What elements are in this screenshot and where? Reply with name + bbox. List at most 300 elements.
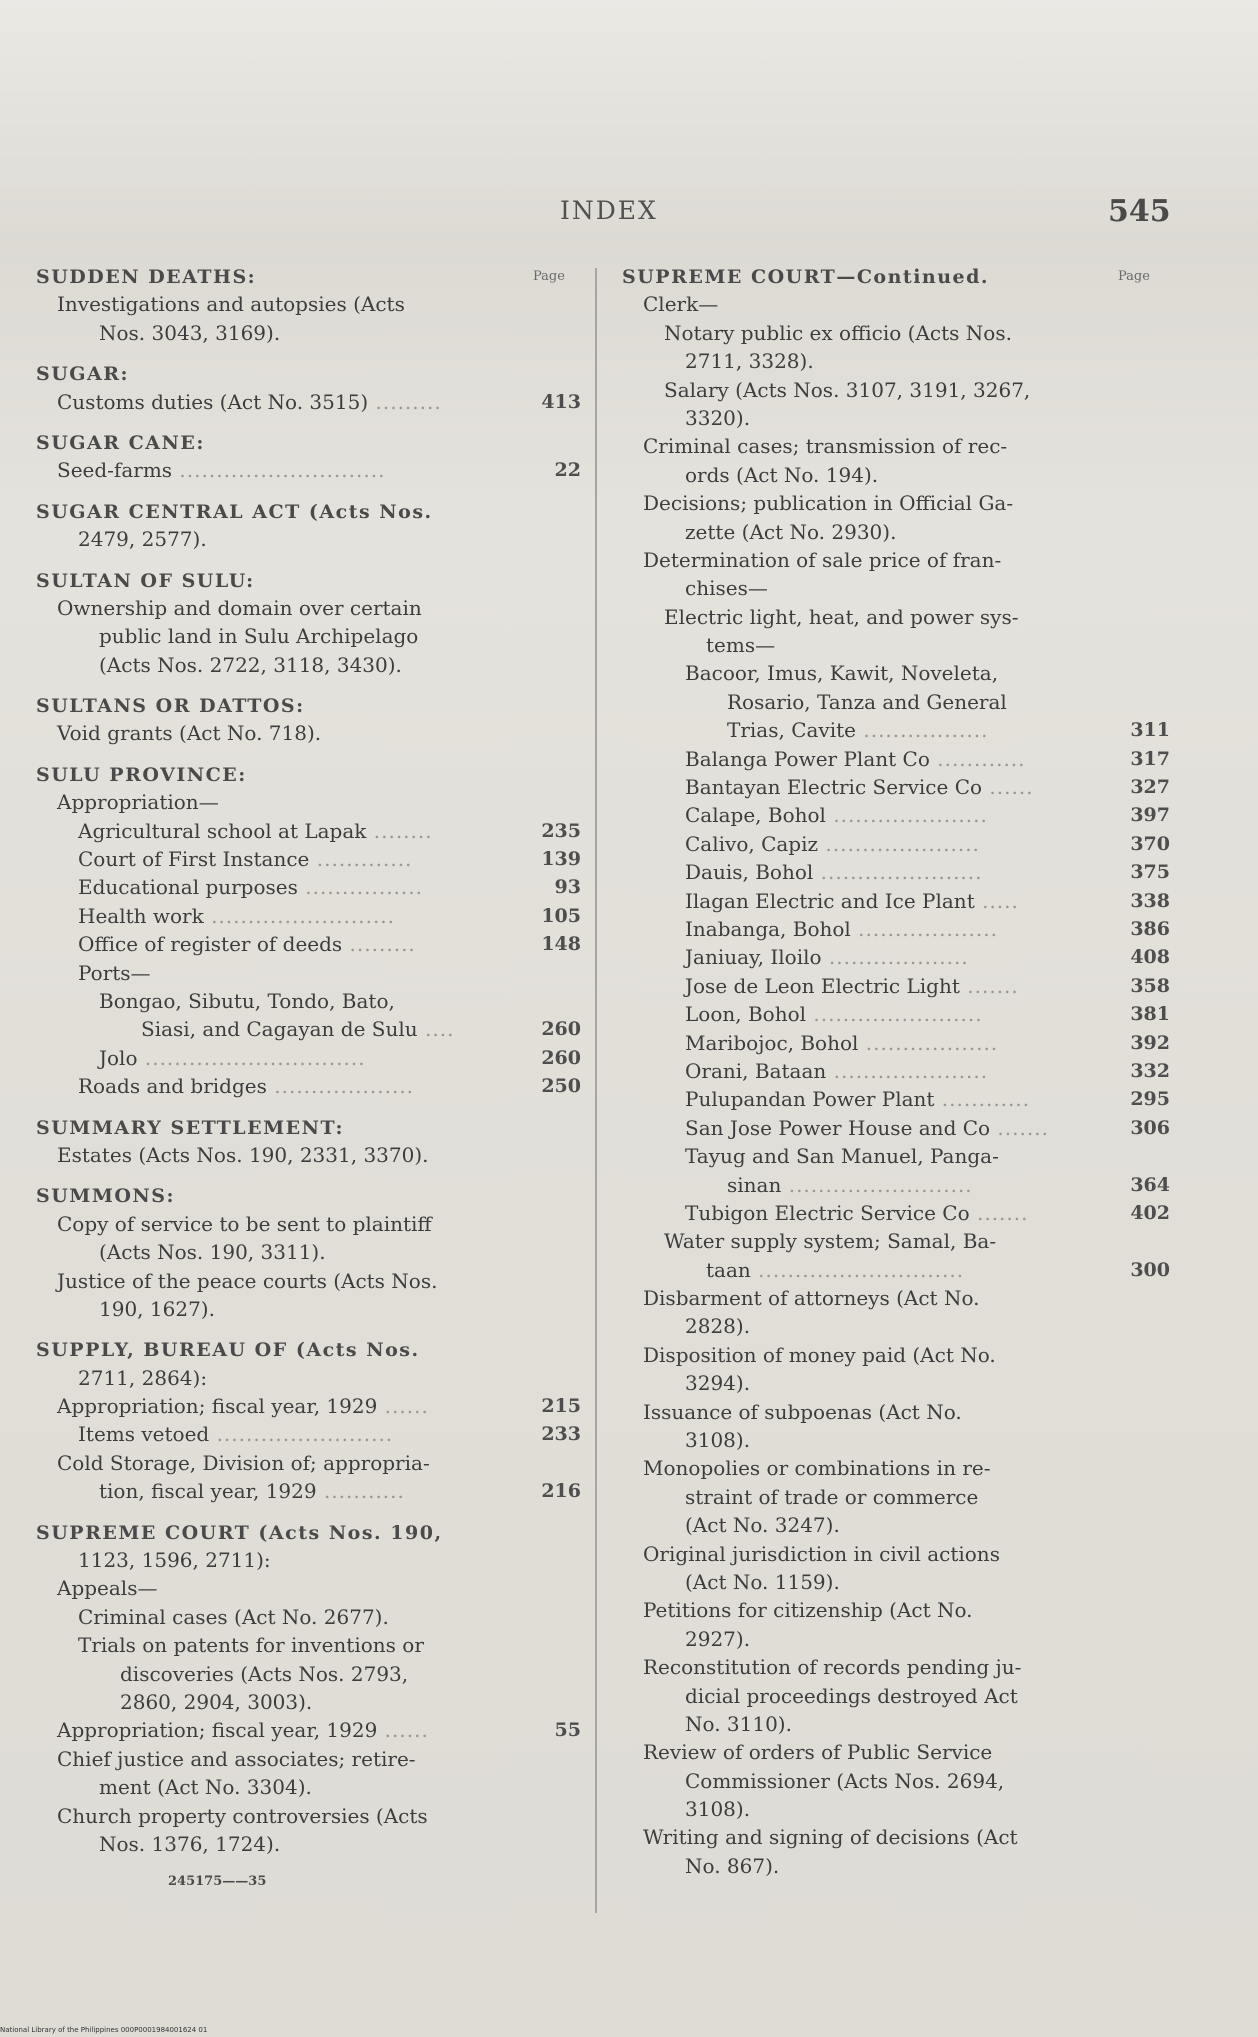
entry-text: public land in Sulu Archipelago (99, 624, 419, 649)
entry-text: No. 3110). (685, 1711, 792, 1736)
entry-text: Ownership and domain over certain (57, 595, 422, 620)
index-entry (622, 1284, 1170, 1312)
entry-text: Inabanga, Bohol (685, 916, 851, 941)
index-heading (36, 1335, 581, 1363)
entry-text: 2479, 2577). (78, 527, 207, 552)
index-entry (622, 1426, 1170, 1454)
index-entry (622, 1682, 1170, 1710)
entry-text: San Jose Power House and Co (685, 1115, 991, 1140)
index-entry (622, 1227, 1170, 1255)
index-entry (36, 1392, 581, 1420)
entry-text: Court of First Instance (78, 847, 310, 872)
dot-leader: .... (417, 1017, 455, 1042)
index-entry (36, 1660, 581, 1688)
index-entry (622, 972, 1170, 1000)
entry-text: Investigations and autopsies (Acts (57, 292, 405, 317)
index-entry (622, 404, 1170, 432)
running-title: INDEX (560, 196, 658, 225)
index-entry (36, 388, 581, 416)
index-heading (36, 359, 581, 387)
index-entry (36, 622, 581, 650)
page-reference: 413 (541, 390, 581, 413)
index-entry (622, 1341, 1170, 1369)
dot-leader: ......... (368, 389, 442, 414)
index-entry (622, 858, 1170, 886)
index-entry (622, 1369, 1170, 1397)
entry-text: Bantayan Electric Service Co (685, 775, 983, 800)
entry-text: Educational purposes (78, 875, 298, 900)
index-entry (622, 801, 1170, 829)
entry-text: 3320). (685, 405, 751, 430)
dot-leader: ................... (850, 916, 998, 941)
entry-text: Disbarment of attorneys (Act No. (643, 1286, 980, 1311)
page-reference: 306 (1130, 1116, 1170, 1139)
entry-text: Agricultural school at Lapak (78, 818, 367, 843)
index-entry (36, 1044, 581, 1072)
index-entry (36, 1072, 581, 1100)
entry-spacer (36, 1506, 581, 1518)
index-entry (36, 1364, 581, 1392)
entry-text: 2711, 2864): (78, 1365, 208, 1390)
index-entry (622, 1057, 1170, 1085)
entry-text: 2927). (685, 1626, 751, 1651)
entry-text: (Act No. 1159). (685, 1569, 840, 1594)
index-heading (36, 497, 581, 525)
index-entry (36, 1295, 581, 1323)
page-reference: 250 (541, 1075, 581, 1098)
entry-text: Determination of sale price of fran- (643, 547, 1002, 572)
entry-spacer (36, 1169, 581, 1181)
index-entry (622, 603, 1170, 631)
index-heading (36, 1518, 581, 1546)
dot-leader: ............. (309, 847, 413, 872)
index-entry (622, 745, 1170, 773)
index-entry (36, 817, 581, 845)
entry-text: Decisions; publication in Official Ga- (643, 491, 1014, 516)
dot-leader: ..................... (825, 803, 988, 828)
entry-text: Jose de Leon Electric Light (685, 973, 960, 998)
index-entry (36, 788, 581, 816)
index-heading (36, 566, 581, 594)
entry-text: Loon, Bohol (685, 1002, 807, 1027)
entry-text: Dauis, Bohol (685, 860, 814, 885)
entry-spacer (36, 347, 581, 359)
index-entry (36, 1238, 581, 1266)
entry-text: Bacoor, Imus, Kawit, Noveleta, (685, 661, 999, 686)
entry-text: Rosario, Tanza and General (727, 689, 1007, 714)
entry-text: 2711, 3328). (685, 349, 814, 374)
page-reference: 392 (1130, 1031, 1170, 1054)
page-reference: 327 (1130, 776, 1170, 799)
column-divider (595, 268, 597, 1913)
index-entry (36, 1574, 581, 1602)
index-entry (622, 319, 1170, 347)
entry-text: Cold Storage, Division of; appropria- (57, 1450, 430, 1475)
page-reference: 381 (1130, 1003, 1170, 1026)
entry-text: sinan (727, 1172, 782, 1197)
entry-text: 2860, 2904, 3003). (120, 1689, 313, 1714)
entry-text: (Acts Nos. 2722, 3118, 3430). (99, 652, 402, 677)
index-entry (622, 1114, 1170, 1142)
dot-leader: ........ (366, 818, 433, 843)
index-entry (36, 1631, 581, 1659)
dot-leader: ............................ (750, 1257, 965, 1282)
index-entry (36, 1015, 581, 1043)
index-entry (622, 1625, 1170, 1653)
entry-text: Disposition of money paid (Act No. (643, 1342, 996, 1367)
dot-leader: .................. (858, 1030, 999, 1055)
entry-text: ords (Act No. 194). (685, 462, 879, 487)
index-entry (622, 1142, 1170, 1170)
dot-leader: ................ (297, 875, 423, 900)
entry-text: 1123, 1596, 2711): (78, 1548, 271, 1573)
index-entry (622, 546, 1170, 574)
entry-spacer (36, 1101, 581, 1113)
entry-text: 190, 1627). (99, 1296, 215, 1321)
entry-text: 3108). (685, 1797, 751, 1822)
entry-text: Trials on patents for inventions or (78, 1633, 424, 1658)
entry-text: SUGAR: (36, 363, 130, 386)
dot-leader: ................. (856, 718, 989, 743)
dot-leader: ..... (974, 888, 1019, 913)
index-entry (36, 1773, 581, 1801)
index-entry (622, 773, 1170, 801)
index-entry (622, 1199, 1170, 1227)
entry-text: SUGAR CANE: (36, 431, 205, 454)
entry-text: Reconstitution of records pending ju- (643, 1655, 1022, 1680)
page-reference: 317 (1130, 747, 1170, 770)
entry-text: Church property controversies (Acts (57, 1803, 428, 1828)
entry-text: Monopolies or combinations in re- (643, 1456, 991, 1481)
entry-spacer (36, 1323, 581, 1335)
dot-leader: ..................... (818, 831, 980, 856)
index-entry (36, 1745, 581, 1773)
dot-leader: ...................... (813, 860, 983, 885)
index-entry (622, 489, 1170, 517)
page-reference: 216 (541, 1480, 581, 1503)
index-entry (622, 1568, 1170, 1596)
entry-text: Petitions for citizenship (Act No. (643, 1598, 973, 1623)
index-entry (622, 631, 1170, 659)
digitization-credit: National Library of the Philippines 000P0001984001624 01 (0, 2026, 208, 2034)
entry-text: Tubigon Electric Service Co (685, 1200, 970, 1225)
page-reference: 215 (541, 1395, 581, 1418)
page-reference: 295 (1130, 1088, 1170, 1111)
index-entry (622, 1085, 1170, 1113)
page-reference: 260 (541, 1018, 581, 1041)
left-page-label: Page (533, 269, 565, 284)
page-reference: 260 (541, 1046, 581, 1069)
entry-text: discoveries (Acts Nos. 2793, (120, 1661, 409, 1686)
entry-text: Justice of the peace courts (Acts Nos. (57, 1268, 438, 1293)
index-entry (622, 1540, 1170, 1568)
index-entry (622, 1000, 1170, 1028)
entry-text: Orani, Bataan (685, 1058, 827, 1083)
index-entry (622, 1312, 1170, 1340)
page-reference: 139 (541, 848, 581, 871)
entry-text: Ilagan Electric and Ice Plant (685, 888, 975, 913)
index-entry (622, 290, 1170, 318)
index-entry (36, 1546, 581, 1574)
index-entry (622, 688, 1170, 716)
index-entry (622, 1795, 1170, 1823)
entry-text: Calivo, Capiz (685, 831, 819, 856)
entry-text: Bongao, Sibutu, Tondo, Bato, (99, 988, 395, 1013)
index-entry (622, 1171, 1170, 1199)
entry-text: Ports— (78, 960, 151, 985)
entry-spacer (36, 416, 581, 428)
index-entry (36, 959, 581, 987)
dot-leader: ......................... (781, 1172, 973, 1197)
index-entry (622, 716, 1170, 744)
index-entry (622, 915, 1170, 943)
entry-text: Copy of service to be sent to plaintiff (57, 1211, 432, 1236)
entry-text: SUPREME COURT (Acts Nos. 190, (36, 1521, 443, 1544)
index-heading (36, 428, 581, 456)
entry-text: chises— (685, 576, 768, 601)
entry-text: Void grants (Act No. 718). (57, 721, 322, 746)
dot-leader: ...... (377, 1718, 429, 1743)
entry-spacer (36, 554, 581, 566)
dot-leader: ............ (934, 1087, 1031, 1112)
dot-leader: ....... (969, 1200, 1029, 1225)
entry-text: Seed-farms (57, 458, 173, 483)
page-reference: 358 (1130, 974, 1170, 997)
index-entry (622, 1398, 1170, 1426)
index-entry (36, 1802, 581, 1830)
entry-text: SUMMONS: (36, 1185, 176, 1208)
index-entry (36, 290, 581, 318)
index-heading (36, 1181, 581, 1209)
index-entry (36, 902, 581, 930)
page-reference: 375 (1130, 861, 1170, 884)
index-entry (36, 1267, 581, 1295)
entry-text: straint of trade or commerce (685, 1484, 979, 1509)
page-reference: 55 (554, 1719, 581, 1742)
entry-text: 2828). (685, 1314, 751, 1339)
entry-text: Writing and signing of decisions (Act (643, 1825, 1018, 1850)
entry-text: taan (706, 1257, 751, 1282)
entry-text: Electric light, heat, and power sys- (664, 604, 1019, 629)
page-reference: 332 (1130, 1059, 1170, 1082)
index-entry (622, 887, 1170, 915)
entry-text: Appropriation— (57, 790, 219, 815)
entry-text: Maribojoc, Bohol (685, 1030, 859, 1055)
index-entry (36, 1688, 581, 1716)
entry-text: SUPREME COURT—Continued. (622, 266, 990, 288)
index-entry (622, 1738, 1170, 1766)
entry-text: Notary public ex officio (Acts Nos. (664, 320, 1012, 345)
dot-leader: .............................. (137, 1045, 366, 1070)
index-entry (36, 1420, 581, 1448)
index-entry (622, 1767, 1170, 1795)
entry-text: Water supply system; Samal, Ba- (664, 1229, 997, 1254)
entry-spacer (36, 748, 581, 760)
entry-text: No. 867). (685, 1853, 780, 1878)
entry-text: Criminal cases; transmission of rec- (643, 434, 1008, 459)
entry-text: Office of register of deeds (78, 932, 343, 957)
index-heading (36, 691, 581, 719)
dot-leader: ........... (316, 1479, 405, 1504)
index-heading (36, 760, 581, 788)
entry-text: SULTAN OF SULU: (36, 569, 255, 592)
page-reference: 93 (554, 876, 581, 899)
entry-text: Siasi, and Cagayan de Sulu (141, 1017, 418, 1042)
entry-text: SUDDEN DEATHS: (36, 266, 257, 288)
index-entry (36, 651, 581, 679)
index-entry (622, 1653, 1170, 1681)
entry-text: Health work (78, 903, 204, 928)
left-column (36, 262, 581, 1893)
page-reference: 311 (1130, 719, 1170, 742)
index-entry (622, 1454, 1170, 1482)
entry-text: (Act No. 3247). (685, 1513, 840, 1538)
page-reference: 402 (1130, 1201, 1170, 1224)
entry-text: Janiuay, Iloilo (685, 945, 822, 970)
index-entry (36, 987, 581, 1015)
entry-text: Criminal cases (Act No. 2677). (78, 1604, 389, 1629)
page-reference: 300 (1130, 1258, 1170, 1281)
index-entry (36, 873, 581, 901)
entry-text: Pulupandan Power Plant (685, 1087, 935, 1112)
left-entries (36, 262, 581, 1858)
entry-text: Appropriation; fiscal year, 1929 (57, 1718, 378, 1743)
page-reference: 408 (1130, 946, 1170, 969)
entry-text: SULTANS OR DATTOS: (36, 695, 305, 718)
entry-text: Appeals— (57, 1576, 158, 1601)
index-entry (36, 1716, 581, 1744)
entry-text: Items vetoed (78, 1422, 210, 1447)
dot-leader: ................... (821, 945, 969, 970)
entry-text: Nos. 3043, 3169). (99, 320, 281, 345)
index-entry (36, 1141, 581, 1169)
entry-text: Original jurisdiction in civil actions (643, 1541, 1000, 1566)
index-entry (622, 659, 1170, 687)
entry-text: 3294). (685, 1371, 751, 1396)
entry-text: SUGAR CENTRAL ACT (Acts Nos. (36, 500, 433, 523)
index-entry (36, 319, 581, 347)
index-entry (622, 1256, 1170, 1284)
entry-text: Jolo (99, 1045, 138, 1070)
index-entry (36, 525, 581, 553)
dot-leader: ....... (990, 1115, 1049, 1140)
index-entry (36, 456, 581, 484)
entry-text: SUPPLY, BUREAU OF (Acts Nos. (36, 1339, 420, 1362)
entry-text: Tayug and San Manuel, Panga- (685, 1144, 999, 1169)
page-reference: 338 (1130, 889, 1170, 912)
page-reference: 364 (1130, 1173, 1170, 1196)
index-entry (36, 845, 581, 873)
dot-leader: ......................... (203, 903, 396, 928)
entry-text: Commissioner (Acts Nos. 2694, (685, 1768, 1005, 1793)
page-reference: 233 (541, 1423, 581, 1446)
index-entry (36, 930, 581, 958)
page-number: 545 (1108, 194, 1171, 229)
index-entry (622, 376, 1170, 404)
page-reference: 235 (541, 819, 581, 842)
page-reference: 105 (541, 904, 581, 927)
page-reference: 386 (1130, 917, 1170, 940)
dot-leader: ...... (377, 1394, 429, 1419)
footer-signature: 245175——35 (168, 1874, 267, 1890)
entry-text: SULU PROVINCE: (36, 763, 247, 786)
entry-text: Clerk— (643, 292, 719, 317)
entry-text: 3108). (685, 1428, 751, 1453)
index-entry (622, 574, 1170, 602)
page-reference: 22 (554, 459, 581, 482)
index-entry (36, 1830, 581, 1858)
dot-leader: ............ (929, 746, 1026, 771)
right-column (622, 262, 1170, 1880)
dot-leader: ........................ (209, 1422, 394, 1447)
index-entry (622, 1483, 1170, 1511)
entry-text: Calape, Bohol (685, 803, 826, 828)
index-heading (622, 262, 1170, 290)
dot-leader: ............................ (172, 458, 386, 483)
dot-leader: ....... (959, 973, 1019, 998)
entry-text: zette (Act No. 2930). (685, 519, 897, 544)
entry-text: Review of orders of Public Service (643, 1740, 993, 1765)
index-entry (622, 1823, 1170, 1851)
entry-spacer (36, 679, 581, 691)
index-entry (622, 943, 1170, 971)
page-reference: 370 (1130, 832, 1170, 855)
index-entry (622, 1029, 1170, 1057)
index-entry (622, 347, 1170, 375)
page-reference: 148 (541, 933, 581, 956)
entry-text: Estates (Acts Nos. 190, 2331, 3370). (57, 1142, 429, 1167)
index-entry (36, 594, 581, 622)
index-entry (622, 1596, 1170, 1624)
entry-text: tems— (706, 633, 776, 658)
entry-text: Customs duties (Act No. 3515) (57, 389, 369, 414)
entry-text: SUMMARY SETTLEMENT: (36, 1116, 344, 1139)
index-entry (622, 1710, 1170, 1738)
dot-leader: ......... (342, 932, 416, 957)
dot-leader: ................... (266, 1074, 415, 1099)
index-entry (36, 1449, 581, 1477)
index-heading (36, 1113, 581, 1141)
index-entry (622, 830, 1170, 858)
entry-text: (Acts Nos. 190, 3311). (99, 1240, 326, 1265)
entry-text: Nos. 1376, 1724). (99, 1831, 281, 1856)
entry-text: Issuance of subpoenas (Act No. (643, 1399, 962, 1424)
entry-text: Trias, Cavite (727, 718, 856, 743)
entry-text: Appropriation; fiscal year, 1929 (57, 1394, 378, 1419)
entry-text: Salary (Acts Nos. 3107, 3191, 3267, (664, 377, 1031, 402)
entry-text: Roads and bridges (78, 1074, 267, 1099)
index-heading (36, 262, 581, 290)
entry-spacer (36, 485, 581, 497)
page-reference: 397 (1130, 804, 1170, 827)
entry-text: dicial proceedings destroyed Act (685, 1683, 1018, 1708)
index-entry (622, 1852, 1170, 1880)
index-entry (36, 1210, 581, 1238)
entry-text: Balanga Power Plant Co (685, 746, 930, 771)
right-entries (622, 262, 1170, 1880)
right-page-label: Page (1118, 269, 1150, 284)
index-entry (36, 719, 581, 747)
entry-text: Chief justice and associates; retire- (57, 1746, 416, 1771)
entry-text: ment (Act No. 3304). (99, 1775, 312, 1800)
index-entry (36, 1603, 581, 1631)
index-entry (622, 461, 1170, 489)
dot-leader: ..................... (826, 1058, 989, 1083)
index-entry (622, 1511, 1170, 1539)
entry-text: tion, fiscal year, 1929 (99, 1479, 317, 1504)
index-entry (622, 518, 1170, 546)
dot-leader: ...... (982, 775, 1034, 800)
